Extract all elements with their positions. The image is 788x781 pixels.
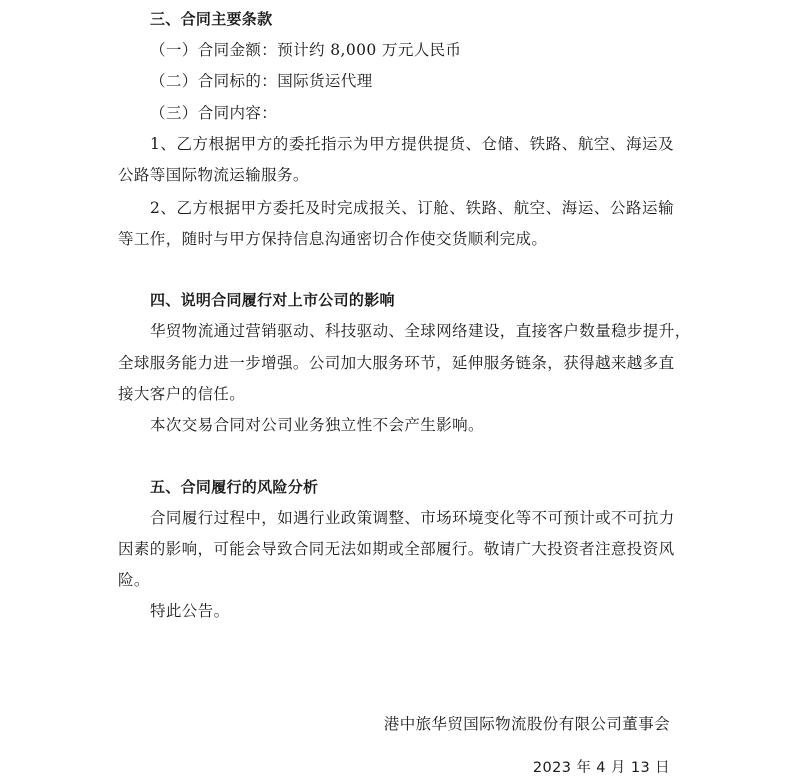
section-3-heading: 三、合同主要条款 [150, 10, 273, 28]
content-paragraph-2-line-2: 等工作，随时与甲方保持信息沟通密切合作使交货顺利完成。 [118, 230, 548, 248]
closing-statement: 特此公告。 [150, 602, 230, 620]
content-paragraph-2-line-1: 2、乙方根据甲方委托及时完成报关、订舱、铁路、航空、海运、公路运输 [150, 199, 674, 217]
contract-content-item: （三）合同内容： [150, 104, 278, 122]
impact-paragraph-1-line-1: 华贸物流通过营销驱动、科技驱动、全球网络建设，直接客户数量稳步提升， [150, 322, 691, 340]
signatory-company: 港中旅华贸国际物流股份有限公司董事会 [383, 715, 670, 733]
contract-subject-item: （二）合同标的：国际货运代理 [150, 72, 373, 90]
impact-paragraph-2: 本次交易合同对公司业务独立性不会产生影响。 [150, 416, 484, 434]
risk-paragraph-line-2: 因素的影响，可能会导致合同无法如期或全部履行。敬请广大投资者注意投资风 [118, 540, 675, 558]
section-5-heading: 五、合同履行的风险分析 [150, 478, 319, 496]
impact-paragraph-1-line-3: 接大客户的信任。 [118, 385, 246, 403]
section-4-heading: 四、说明合同履行对上市公司的影响 [150, 291, 395, 309]
risk-paragraph-line-3: 险。 [118, 571, 150, 589]
content-paragraph-1-line-2: 公路等国际物流运输服务。 [118, 166, 309, 184]
content-paragraph-1-line-1: 1、乙方根据甲方的委托指示为甲方提供提货、仓储、铁路、航空、海运及 [150, 135, 674, 153]
contract-amount-item: （一）合同金额：预计约 8,000 万元人民币 [150, 41, 462, 59]
risk-paragraph-line-1: 合同履行过程中，如遇行业政策调整、市场环境变化等不可预计或不可抗力 [150, 509, 675, 527]
impact-paragraph-1-line-2: 全球服务能力进一步增强。公司加大服务环节，延伸服务链条，获得越来越多直 [118, 354, 675, 372]
announcement-date: 2023 年 4 月 13 日 [532, 760, 670, 776]
